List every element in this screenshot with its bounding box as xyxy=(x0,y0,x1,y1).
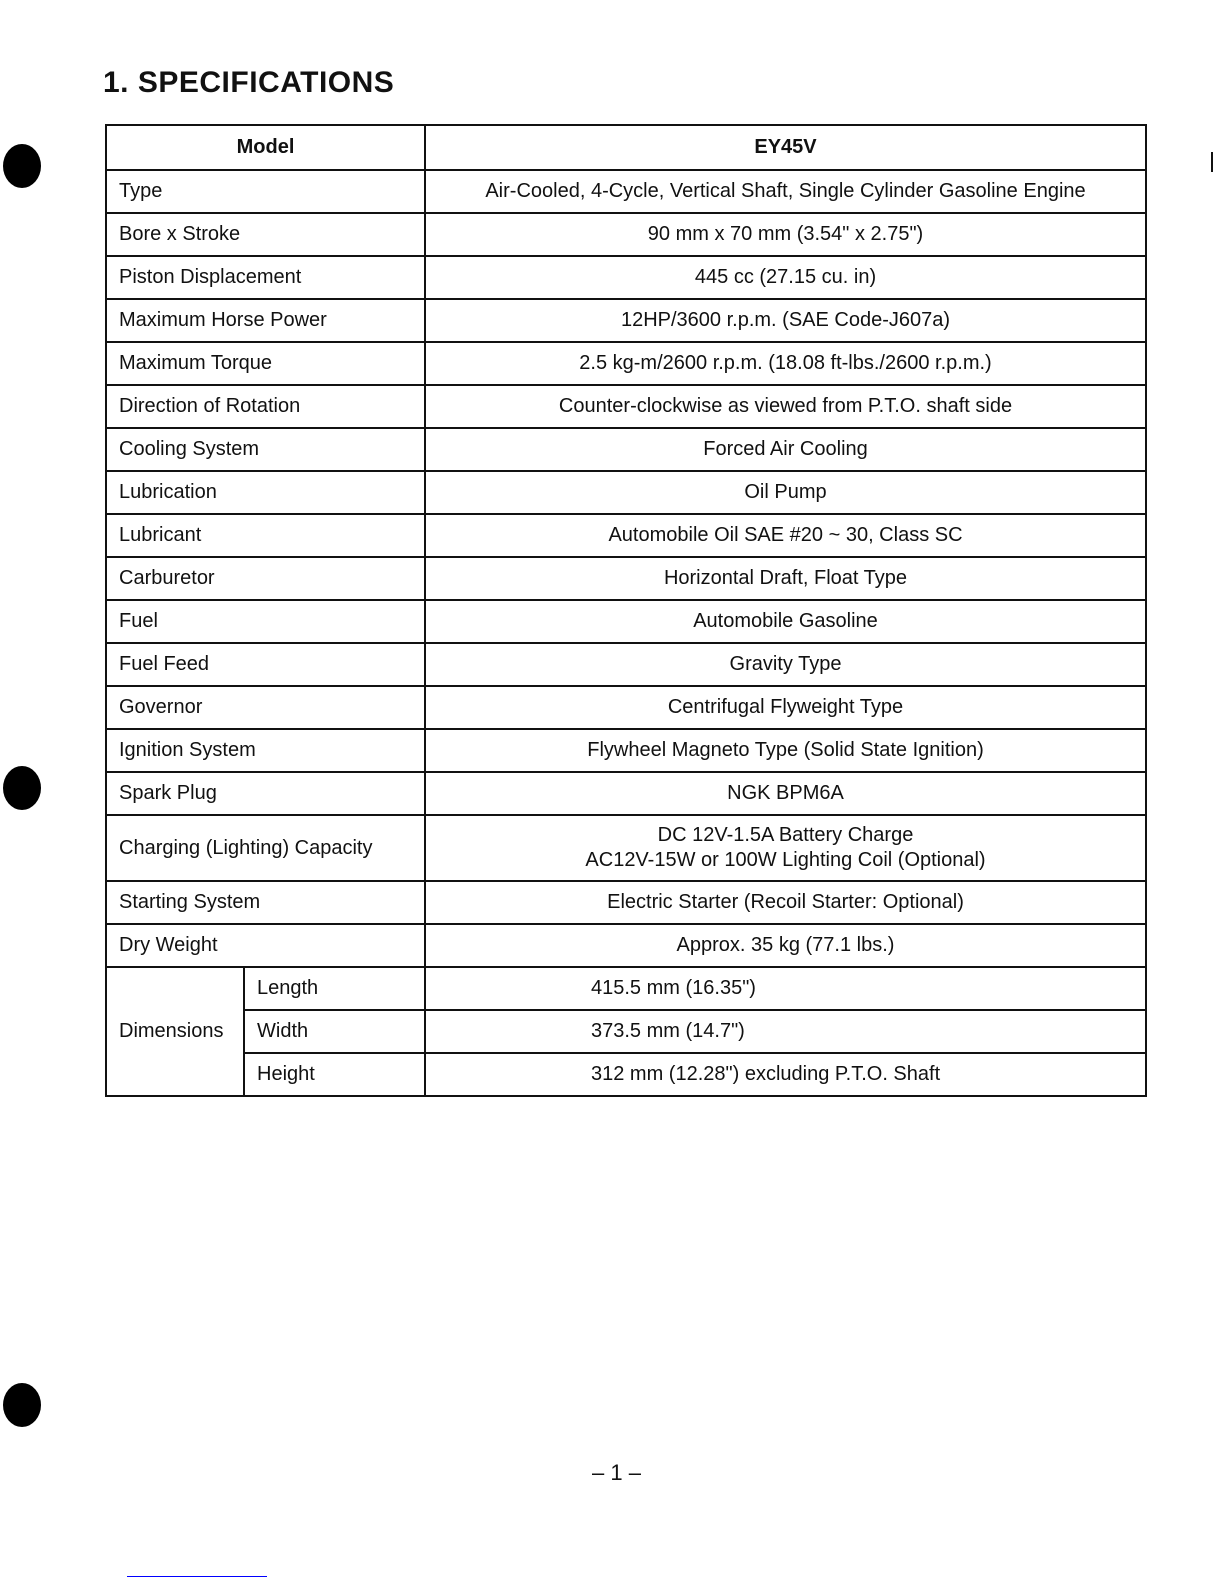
spec-value: Centrifugal Flyweight Type xyxy=(425,686,1146,729)
table-row xyxy=(106,729,1146,772)
specifications-table xyxy=(105,124,1147,1097)
spec-label: Maximum Torque xyxy=(106,342,425,385)
spec-label: Lubricant xyxy=(106,514,425,557)
spec-value: Horizontal Draft, Float Type xyxy=(425,557,1146,600)
spec-label: Carburetor xyxy=(106,557,425,600)
spec-label: Dimensions xyxy=(106,967,244,1096)
header-value: EY45V xyxy=(425,125,1146,170)
header-label: Model xyxy=(106,125,425,170)
spec-label: Cooling System xyxy=(106,428,425,471)
spec-value: Automobile Gasoline xyxy=(425,600,1146,643)
table-row xyxy=(106,967,1146,1010)
spec-value: 12HP/3600 r.p.m. (SAE Code-J607a) xyxy=(425,299,1146,342)
page-number: – 1 – xyxy=(592,1460,641,1485)
table-row xyxy=(106,881,1146,924)
table-row xyxy=(106,924,1146,967)
table-row xyxy=(106,557,1146,600)
spec-label: Fuel xyxy=(106,600,425,643)
link-underline[interactable] xyxy=(127,1576,267,1577)
binder-hole-mark xyxy=(3,144,41,188)
binder-hole-mark xyxy=(3,1383,41,1427)
spec-value xyxy=(425,815,1146,881)
spec-value: 445 cc (27.15 cu. in) xyxy=(425,256,1146,299)
spec-label: Piston Displacement xyxy=(106,256,425,299)
spec-value: NGK BPM6A xyxy=(425,772,1146,815)
table-row xyxy=(106,385,1146,428)
table-row xyxy=(106,170,1146,213)
spec-label: Direction of Rotation xyxy=(106,385,425,428)
binder-hole-mark xyxy=(3,766,41,810)
spec-label: Maximum Horse Power xyxy=(106,299,425,342)
spec-label: Bore x Stroke xyxy=(106,213,425,256)
spec-value: 373.5 mm (14.7") xyxy=(425,1010,1146,1053)
spec-value: Gravity Type xyxy=(425,643,1146,686)
table-row xyxy=(106,686,1146,729)
spec-value: 312 mm (12.28") excluding P.T.O. Shaft xyxy=(425,1053,1146,1096)
spec-sublabel: Length xyxy=(244,967,425,1010)
spec-label: Lubrication xyxy=(106,471,425,514)
spec-label: Charging (Lighting) Capacity xyxy=(106,815,425,881)
spec-value: Automobile Oil SAE #20 ~ 30, Class SC xyxy=(425,514,1146,557)
page-title: 1. SPECIFICATIONS xyxy=(103,66,395,99)
table-row xyxy=(106,471,1146,514)
spec-value: Approx. 35 kg (77.1 lbs.) xyxy=(425,924,1146,967)
spec-label: Ignition System xyxy=(106,729,425,772)
spec-value-line: DC 12V-1.5A Battery Charge xyxy=(657,824,914,846)
spec-label: Type xyxy=(106,170,425,213)
spec-value: Electric Starter (Recoil Starter: Optional) xyxy=(425,881,1146,924)
table-row xyxy=(106,428,1146,471)
spec-value: 2.5 kg-m/2600 r.p.m. (18.08 ft-lbs./2600 r.p.m.) xyxy=(425,342,1146,385)
table-row xyxy=(106,213,1146,256)
spec-value: Air-Cooled, 4-Cycle, Vertical Shaft, Single Cylinder Gasoline Engine xyxy=(425,170,1146,213)
spec-value: Forced Air Cooling xyxy=(425,428,1146,471)
spec-sublabel: Width xyxy=(244,1010,425,1053)
spec-value: 415.5 mm (16.35") xyxy=(425,967,1146,1010)
table-row xyxy=(106,1010,1146,1053)
table-row xyxy=(106,772,1146,815)
spec-label: Starting System xyxy=(106,881,425,924)
spec-sublabel: Height xyxy=(244,1053,425,1096)
table-row xyxy=(106,256,1146,299)
table-row xyxy=(106,643,1146,686)
spec-label: Governor xyxy=(106,686,425,729)
table-row xyxy=(106,299,1146,342)
spec-label: Spark Plug xyxy=(106,772,425,815)
table-row xyxy=(106,600,1146,643)
spec-label: Dry Weight xyxy=(106,924,425,967)
spec-value: Flywheel Magneto Type (Solid State Ignition) xyxy=(425,729,1146,772)
table-row xyxy=(106,514,1146,557)
table-row xyxy=(106,342,1146,385)
spec-label: Fuel Feed xyxy=(106,643,425,686)
table-row xyxy=(106,1053,1146,1096)
spec-value: 90 mm x 70 mm (3.54" x 2.75") xyxy=(425,213,1146,256)
spec-value: Oil Pump xyxy=(425,471,1146,514)
edge-mark xyxy=(1211,152,1213,172)
spec-value: Counter-clockwise as viewed from P.T.O. shaft side xyxy=(425,385,1146,428)
table-row xyxy=(106,815,1146,881)
table-header-row xyxy=(106,125,1146,170)
spec-value-line: AC12V-15W or 100W Lighting Coil (Optional) xyxy=(585,849,986,871)
